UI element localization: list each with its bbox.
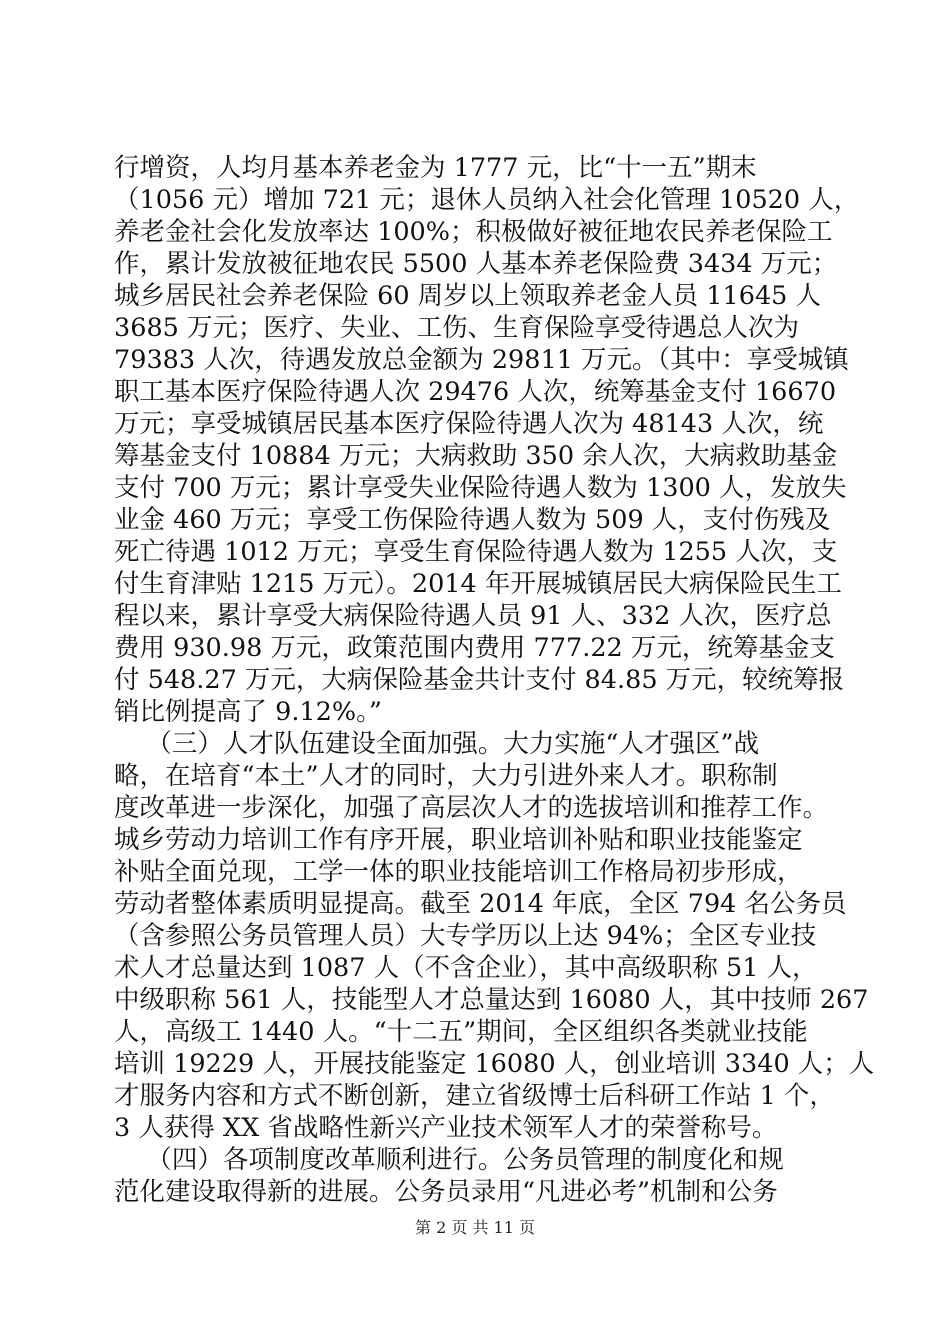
text-line: 死亡待遇 1012 万元；享受生育保险待遇人数为 1255 人次，支 — [114, 537, 838, 567]
text-line: 度改革进一步深化，加强了高层次人才的选拔培训和推荐工作。 — [114, 793, 829, 823]
text-line: 补贴全面兑现，工学一体的职业技能培训工作格局初步形成， — [114, 857, 803, 887]
text-line: 范化建设取得新的进展。公务员录用“凡进必考”机制和公务 — [114, 1177, 778, 1207]
text-line: 筹基金支付 10884 万元；大病救助 350 余人次，大病救助基金 — [114, 441, 838, 471]
text-line: 中级职称 561 人，技能型人才总量达到 16080 人，其中技师 267 — [114, 985, 869, 1015]
text-line: 付生育津贴 1215 万元）。2014 年开展城镇居民大病保险民生工 — [114, 569, 842, 599]
text-line: 付 548.27 万元，大病保险基金共计支付 84.85 万元，较统筹报 — [114, 665, 845, 695]
text-line: 培训 19229 人，开展技能鉴定 16080 人，创业培训 3340 人；人 — [114, 1049, 875, 1079]
text-line: 城乡居民社会养老保险 60 周岁以上领取养老金人员 11645 人 — [114, 281, 821, 311]
text-line: 才服务内容和方式不断创新，建立省级博士后科研工作站 1 个， — [114, 1081, 835, 1111]
text-line: （三）人才队伍建设全面加强。大力实施“人才强区”战 — [114, 729, 759, 759]
text-line: 术人才总量达到 1087 人（不含企业），其中高级职称 51 人， — [114, 953, 818, 983]
text-line: 城乡劳动力培训工作有序开展，职业培训补贴和职业技能鉴定 — [114, 825, 803, 855]
text-line: 79383 人次，待遇发放总金额为 29811 万元。（其中：享受城镇 — [114, 345, 849, 375]
text-line: 万元；享受城镇居民基本医疗保险待遇人次为 48143 人次，统 — [114, 409, 824, 439]
text-line: 作，累计发放被征地农民 5500 人基本养老保险费 3434 万元； — [114, 249, 838, 279]
text-line: 职工基本医疗保险待遇人次 29476 人次，统筹基金支付 16670 — [114, 377, 837, 407]
text-line: 费用 930.98 万元，政策范围内费用 777.22 万元，统筹基金支 — [114, 633, 835, 663]
text-line: 支付 700 万元；累计享受失业保险待遇人数为 1300 人，发放失 — [114, 473, 847, 503]
text-line: 人，高级工 1440 人。“十二五”期间，全区组织各类就业技能 — [114, 1017, 808, 1047]
text-line: 略，在培育“本土”人才的同时，大力引进外来人才。职称制 — [114, 761, 778, 791]
text-line: 程以来，累计享受大病保险待遇人员 91 人、332 人次，医疗总 — [114, 601, 832, 631]
text-line: 3 人获得 XX 省战略性新兴产业技术领军人才的荣誉称号。 — [114, 1113, 778, 1143]
text-line: 养老金社会化发放率达 100%；积极做好被征地农民养老保险工 — [114, 217, 833, 247]
text-line: （1056 元）增加 721 元；退休人员纳入社会化管理 10520 人， — [114, 185, 860, 215]
body-text — [114, 152, 875, 1208]
text-line: 销比例提高了 9.12%。” — [114, 697, 382, 727]
text-line: 业金 460 万元；享受工伤保险待遇人数为 509 人，支付伤残及 — [114, 505, 831, 535]
text-line: （含参照公务员管理人员）大专学历以上达 94%；全区专业技 — [114, 921, 817, 951]
text-line: 3685 万元；医疗、失业、工伤、生育保险享受待遇总人次为 — [114, 313, 800, 343]
text-line: （四）各项制度改革顺利进行。公务员管理的制度化和规 — [114, 1145, 784, 1175]
text-line: 劳动者整体素质明显提高。截至 2014 年底，全区 794 名公务员 — [114, 889, 847, 919]
page-footer: 第 2 页 共 11 页 — [415, 1218, 535, 1237]
text-line: 行增资，人均月基本养老金为 1777 元，比“十一五”期末 — [114, 153, 757, 183]
